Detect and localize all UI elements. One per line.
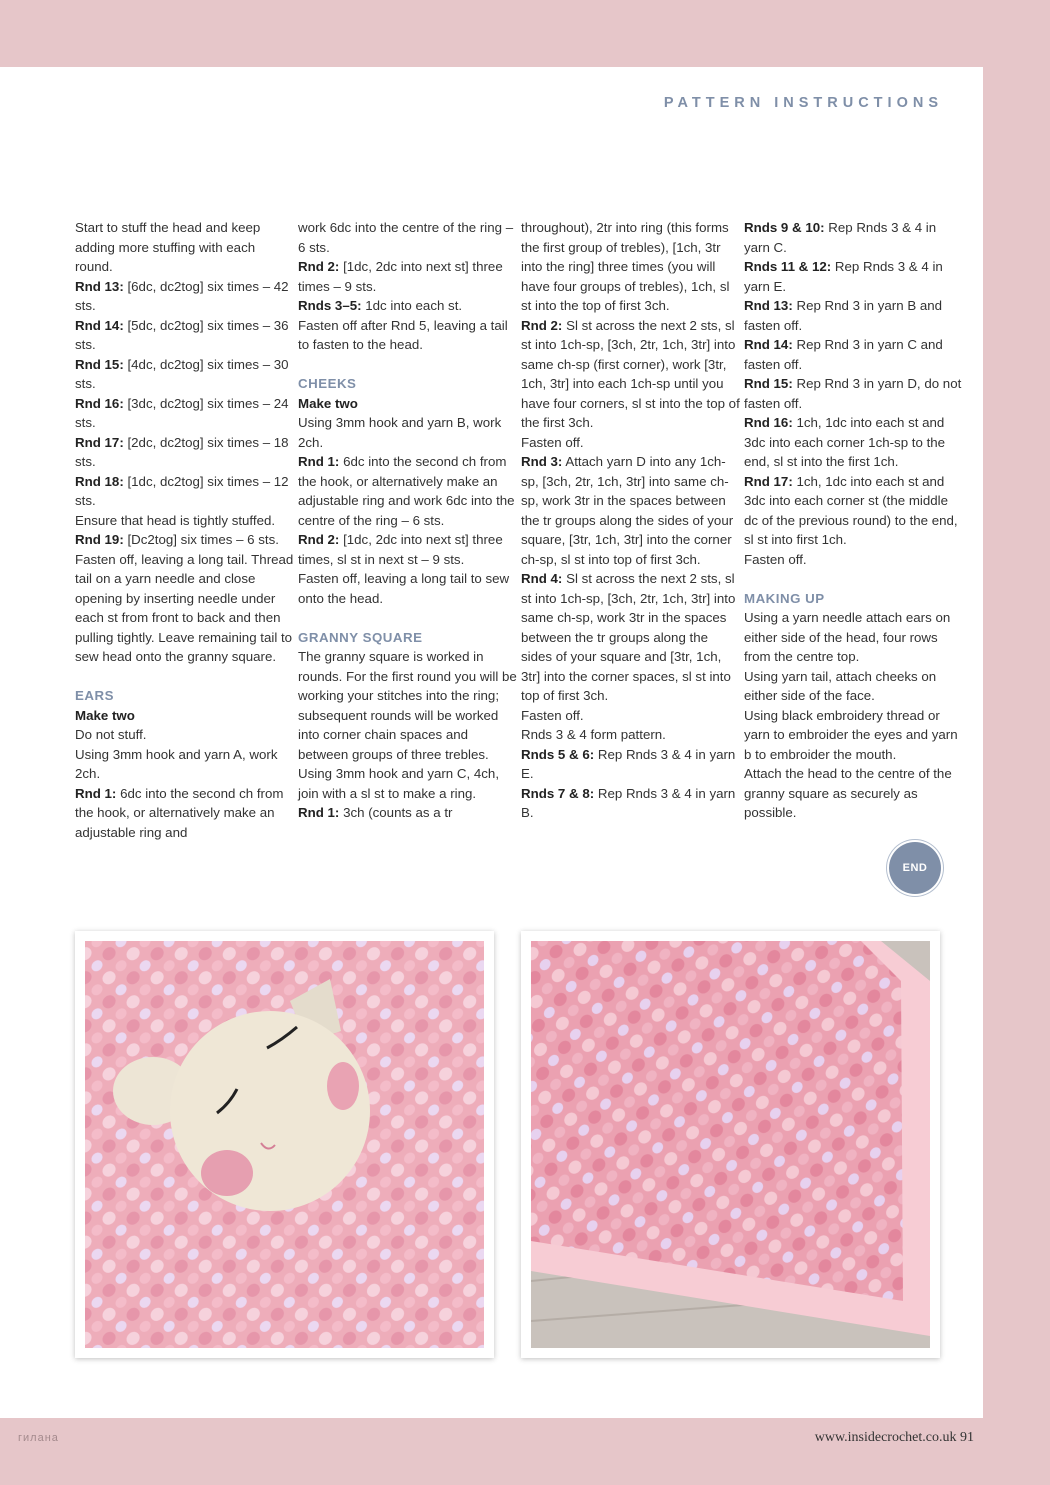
instruction-paragraph	[75, 316, 295, 355]
round-label: Rnds 5 & 6:	[521, 746, 595, 762]
round-label: Rnd 2:	[298, 259, 340, 274]
instruction-paragraph	[75, 784, 295, 843]
instruction-text: Sl st across the next 2 sts, sl st into 1ch-sp, [3ch, 2tr, 1ch, 3tr] into same ch-sp, work 3tr in the spaces between the tr groups along the sides of your square and [3tr, 1ch, 3tr] into the corner spaces, sl st into top of first 3ch.	[521, 571, 736, 703]
photo-lovey-head	[75, 931, 494, 1358]
round-label: Rnds 9 & 10:	[744, 220, 825, 235]
column-2	[298, 218, 518, 823]
instruction-paragraph	[521, 316, 741, 433]
instruction-paragraph	[744, 764, 964, 823]
page-number: 91	[960, 1430, 974, 1445]
instruction-text: Attach yarn D into any 1ch-sp, [3ch, 2tr, 1ch, 3tr] into same ch-sp, work 3tr in the spaces between the tr groups along the sides of your square, [3tr, 1ch, 3tr] into the corner ch-sp, sl st into top of first 3ch.	[521, 454, 734, 567]
instruction-paragraph	[744, 550, 964, 570]
footer-watermark: гилана	[18, 1432, 59, 1444]
instruction-text: Fasten off.	[521, 434, 584, 450]
footer-url-page	[815, 1430, 974, 1446]
instruction-text: Attach the head to the centre of the granny square as securely as possible.	[744, 766, 952, 820]
instruction-text: work 6dc into the centre of the ring – 6 sts.	[298, 220, 514, 255]
instruction-text: Rep Rnd 3 in yarn B and fasten off.	[744, 298, 943, 333]
instruction-text: Using 3mm hook and yarn A, work 2ch.	[75, 746, 278, 781]
instruction-paragraph	[75, 530, 295, 550]
instruction-paragraph	[521, 745, 741, 784]
instruction-text: Using yarn tail, attach cheeks on either side of the face.	[744, 668, 937, 703]
instruction-paragraph	[521, 218, 741, 316]
instruction-text: The granny square is worked in rounds. For the first round you will be working your stitches into the ring; subsequent rounds will be worked into corner chain spaces and between groups of three trebles.	[298, 649, 517, 762]
instruction-paragraph	[298, 530, 518, 569]
instruction-paragraph	[744, 472, 964, 550]
instruction-paragraph	[75, 433, 295, 472]
instruction-text: Rep Rnds 3 & 4 in yarn C.	[744, 220, 937, 255]
column-3	[521, 218, 741, 823]
instruction-paragraph	[298, 257, 518, 296]
instruction-text: Using black embroidery thread or yarn to embroider the eyes and yarn b to embroider the mouth.	[744, 707, 958, 762]
cheek-left	[201, 1150, 253, 1196]
instruction-text: Do not stuff.	[75, 727, 147, 742]
round-label: Rnd 13:	[744, 298, 793, 313]
section-heading: GRANNY SQUARE	[298, 629, 423, 645]
round-label: Rnd 17:	[744, 473, 793, 489]
round-label: Rnd 1:	[75, 785, 117, 801]
photo-granny-square	[521, 931, 940, 1358]
instruction-text: Fasten off after Rnd 5, leaving a tail to fasten to the head.	[298, 317, 508, 352]
instruction-text: Using a yarn needle attach ears on either side of the head, four rows from the centre top.	[744, 610, 951, 664]
instruction-text: 1ch, 1dc into each st and 3dc into each corner 1ch-sp to the end, sl st into the first 1ch.	[744, 415, 946, 469]
round-label: Rnd 2:	[521, 317, 563, 333]
round-label: Rnds 7 & 8:	[521, 785, 595, 801]
round-label: Rnd 17:	[75, 434, 124, 450]
round-label: Rnd 18:	[75, 473, 124, 489]
round-label: Rnd 13:	[75, 278, 124, 294]
instruction-text: [4dc, dc2tog] six times – 30 sts.	[75, 356, 289, 391]
instruction-text: Rnds 3 & 4 form pattern.	[521, 727, 666, 742]
instruction-text: [5dc, dc2tog] six times – 36 sts.	[75, 317, 289, 352]
instruction-text: [3dc, dc2tog] six times – 24 sts.	[75, 395, 289, 430]
instruction-text: Using 3mm hook and yarn C, 4ch, join with a sl st to make a ring.	[298, 766, 500, 801]
instruction-paragraph	[75, 550, 295, 667]
instruction-text: Fasten off, leaving a long tail to sew onto the head.	[298, 571, 510, 606]
subheading: Make two	[298, 395, 358, 411]
instruction-text: Fasten off.	[744, 551, 807, 567]
round-label: Rnd 15:	[744, 376, 793, 391]
instruction-text: [1dc, 2dc into next st] three times, sl st in next st – 9 sts.	[298, 532, 503, 567]
instruction-text: 6dc into the second ch from the hook, or alternatively make an adjustable ring and	[75, 785, 284, 840]
column-4	[744, 218, 964, 823]
instruction-paragraph	[75, 472, 295, 511]
round-label: Rnd 14:	[744, 337, 793, 352]
granny-body	[531, 941, 903, 1301]
instruction-paragraph	[521, 433, 741, 453]
instruction-paragraph	[298, 413, 518, 452]
footer-url[interactable]: www.insidecrochet.co.uk	[814, 1430, 957, 1445]
round-label: Rnd 15:	[75, 356, 124, 372]
instruction-paragraph	[298, 316, 518, 355]
instruction-paragraph	[744, 413, 964, 472]
cheek-right	[327, 1062, 359, 1110]
instruction-paragraph	[298, 647, 518, 764]
column-1	[75, 218, 295, 842]
round-label: Rnd 3:	[521, 454, 563, 469]
instruction-paragraph	[75, 511, 295, 531]
instruction-text: [2dc, dc2tog] six times – 18 sts.	[75, 434, 289, 469]
round-label: Rnd 4:	[521, 571, 563, 586]
granny-square-photo	[531, 941, 930, 1348]
instruction-text: Rep Rnds 3 & 4 in yarn E.	[744, 259, 943, 294]
instruction-paragraph	[744, 296, 964, 335]
instruction-paragraph	[521, 452, 741, 569]
instruction-paragraph	[298, 452, 518, 530]
round-label: Rnd 1:	[298, 454, 340, 469]
instruction-text: Rep Rnd 3 in yarn D, do not fasten off.	[744, 376, 962, 411]
instruction-paragraph	[744, 374, 964, 413]
section-heading: MAKING UP	[744, 590, 825, 606]
section-heading: CHEEKS	[298, 376, 357, 391]
round-label: Rnd 2:	[298, 532, 340, 547]
instruction-text: Using 3mm hook and yarn B, work 2ch.	[298, 415, 502, 450]
instruction-text: Fasten off.	[521, 707, 584, 723]
instruction-paragraph	[298, 803, 518, 823]
instruction-text: [Dc2tog] six times – 6 sts.	[123, 532, 279, 547]
instruction-paragraph	[744, 608, 964, 667]
instruction-text: 1dc into each st.	[361, 298, 463, 313]
subheading: Make two	[75, 707, 135, 723]
instruction-text: Rep Rnds 3 & 4 in yarn E.	[521, 746, 736, 781]
instruction-text: throughout), 2tr into ring (this forms the first group of trebles), [1ch, 3tr into the ring] three times (you will have four groups of trebles), 1ch, sl st into the top of first 3ch.	[521, 220, 730, 313]
instruction-paragraph	[521, 706, 741, 726]
instruction-paragraph	[521, 569, 741, 706]
round-label: Rnd 16:	[75, 395, 124, 411]
instruction-paragraph	[75, 394, 295, 433]
instruction-text: Sl st across the next 2 sts, sl st into 1ch-sp, [3ch, 2tr, 1ch, 3tr] into same ch-sp (first corner), work [3tr, 1ch, 3tr] into each 1ch-sp until you have four corners, sl st into the top of the first 3ch.	[521, 317, 740, 430]
page	[0, 67, 983, 1418]
instruction-text: Ensure that head is tightly stuffed.	[75, 512, 276, 528]
instruction-text: [1dc, dc2tog] six times – 12 sts.	[75, 473, 289, 508]
instruction-paragraph	[75, 725, 295, 745]
round-label: Rnd 14:	[75, 317, 124, 333]
instruction-paragraph	[744, 667, 964, 706]
instruction-paragraph	[298, 764, 518, 803]
round-label: Rnd 16:	[744, 415, 793, 430]
section-header: PATTERN INSTRUCTIONS	[663, 95, 943, 111]
instruction-text: 1ch, 1dc into each st and 3dc into each corner st (the middle dc of the previous round) to the end, sl st into first 1ch.	[744, 473, 958, 547]
round-label: Rnd 1:	[298, 805, 340, 820]
round-label: Rnds 11 & 12:	[744, 259, 832, 274]
round-label: Rnds 3–5:	[298, 298, 362, 313]
instruction-text: Rep Rnds 3 & 4 in yarn B.	[521, 785, 736, 820]
instruction-text: 3ch (counts as a tr	[339, 805, 453, 820]
instruction-text: Rep Rnd 3 in yarn C and fasten off.	[744, 337, 943, 372]
instruction-paragraph	[298, 296, 518, 316]
instruction-paragraph	[75, 218, 295, 277]
instruction-text: Start to stuff the head and keep adding more stuffing with each round.	[75, 220, 261, 274]
instruction-text: [6dc, dc2tog] six times – 42 sts.	[75, 278, 289, 313]
instruction-paragraph	[744, 257, 964, 296]
instruction-paragraph	[744, 706, 964, 765]
instruction-paragraph	[744, 218, 964, 257]
instruction-paragraph	[75, 745, 295, 784]
round-label: Rnd 19:	[75, 532, 124, 547]
instruction-text: Fasten off, leaving a long tail. Thread tail on a yarn needle and close opening by inserting needle under each st from front to back and then pulling tightly. Leave remaining tail to sew head onto the granny square.	[75, 551, 294, 664]
instruction-paragraph	[521, 784, 741, 823]
head	[170, 1011, 370, 1211]
instruction-text: [1dc, 2dc into next st] three times – 9 sts.	[298, 259, 503, 294]
lovey-head-photo	[85, 941, 484, 1348]
instruction-paragraph	[298, 569, 518, 608]
instruction-paragraph	[75, 355, 295, 394]
instruction-paragraph	[521, 725, 741, 745]
instruction-text: 6dc into the second ch from the hook, or alternatively make an adjustable ring and work 6dc into the centre of the ring – 6 sts.	[298, 454, 515, 528]
end-badge: END	[889, 842, 941, 894]
section-heading: EARS	[75, 688, 114, 703]
instruction-paragraph	[298, 218, 518, 257]
instruction-paragraph	[744, 335, 964, 374]
instruction-paragraph	[75, 277, 295, 316]
